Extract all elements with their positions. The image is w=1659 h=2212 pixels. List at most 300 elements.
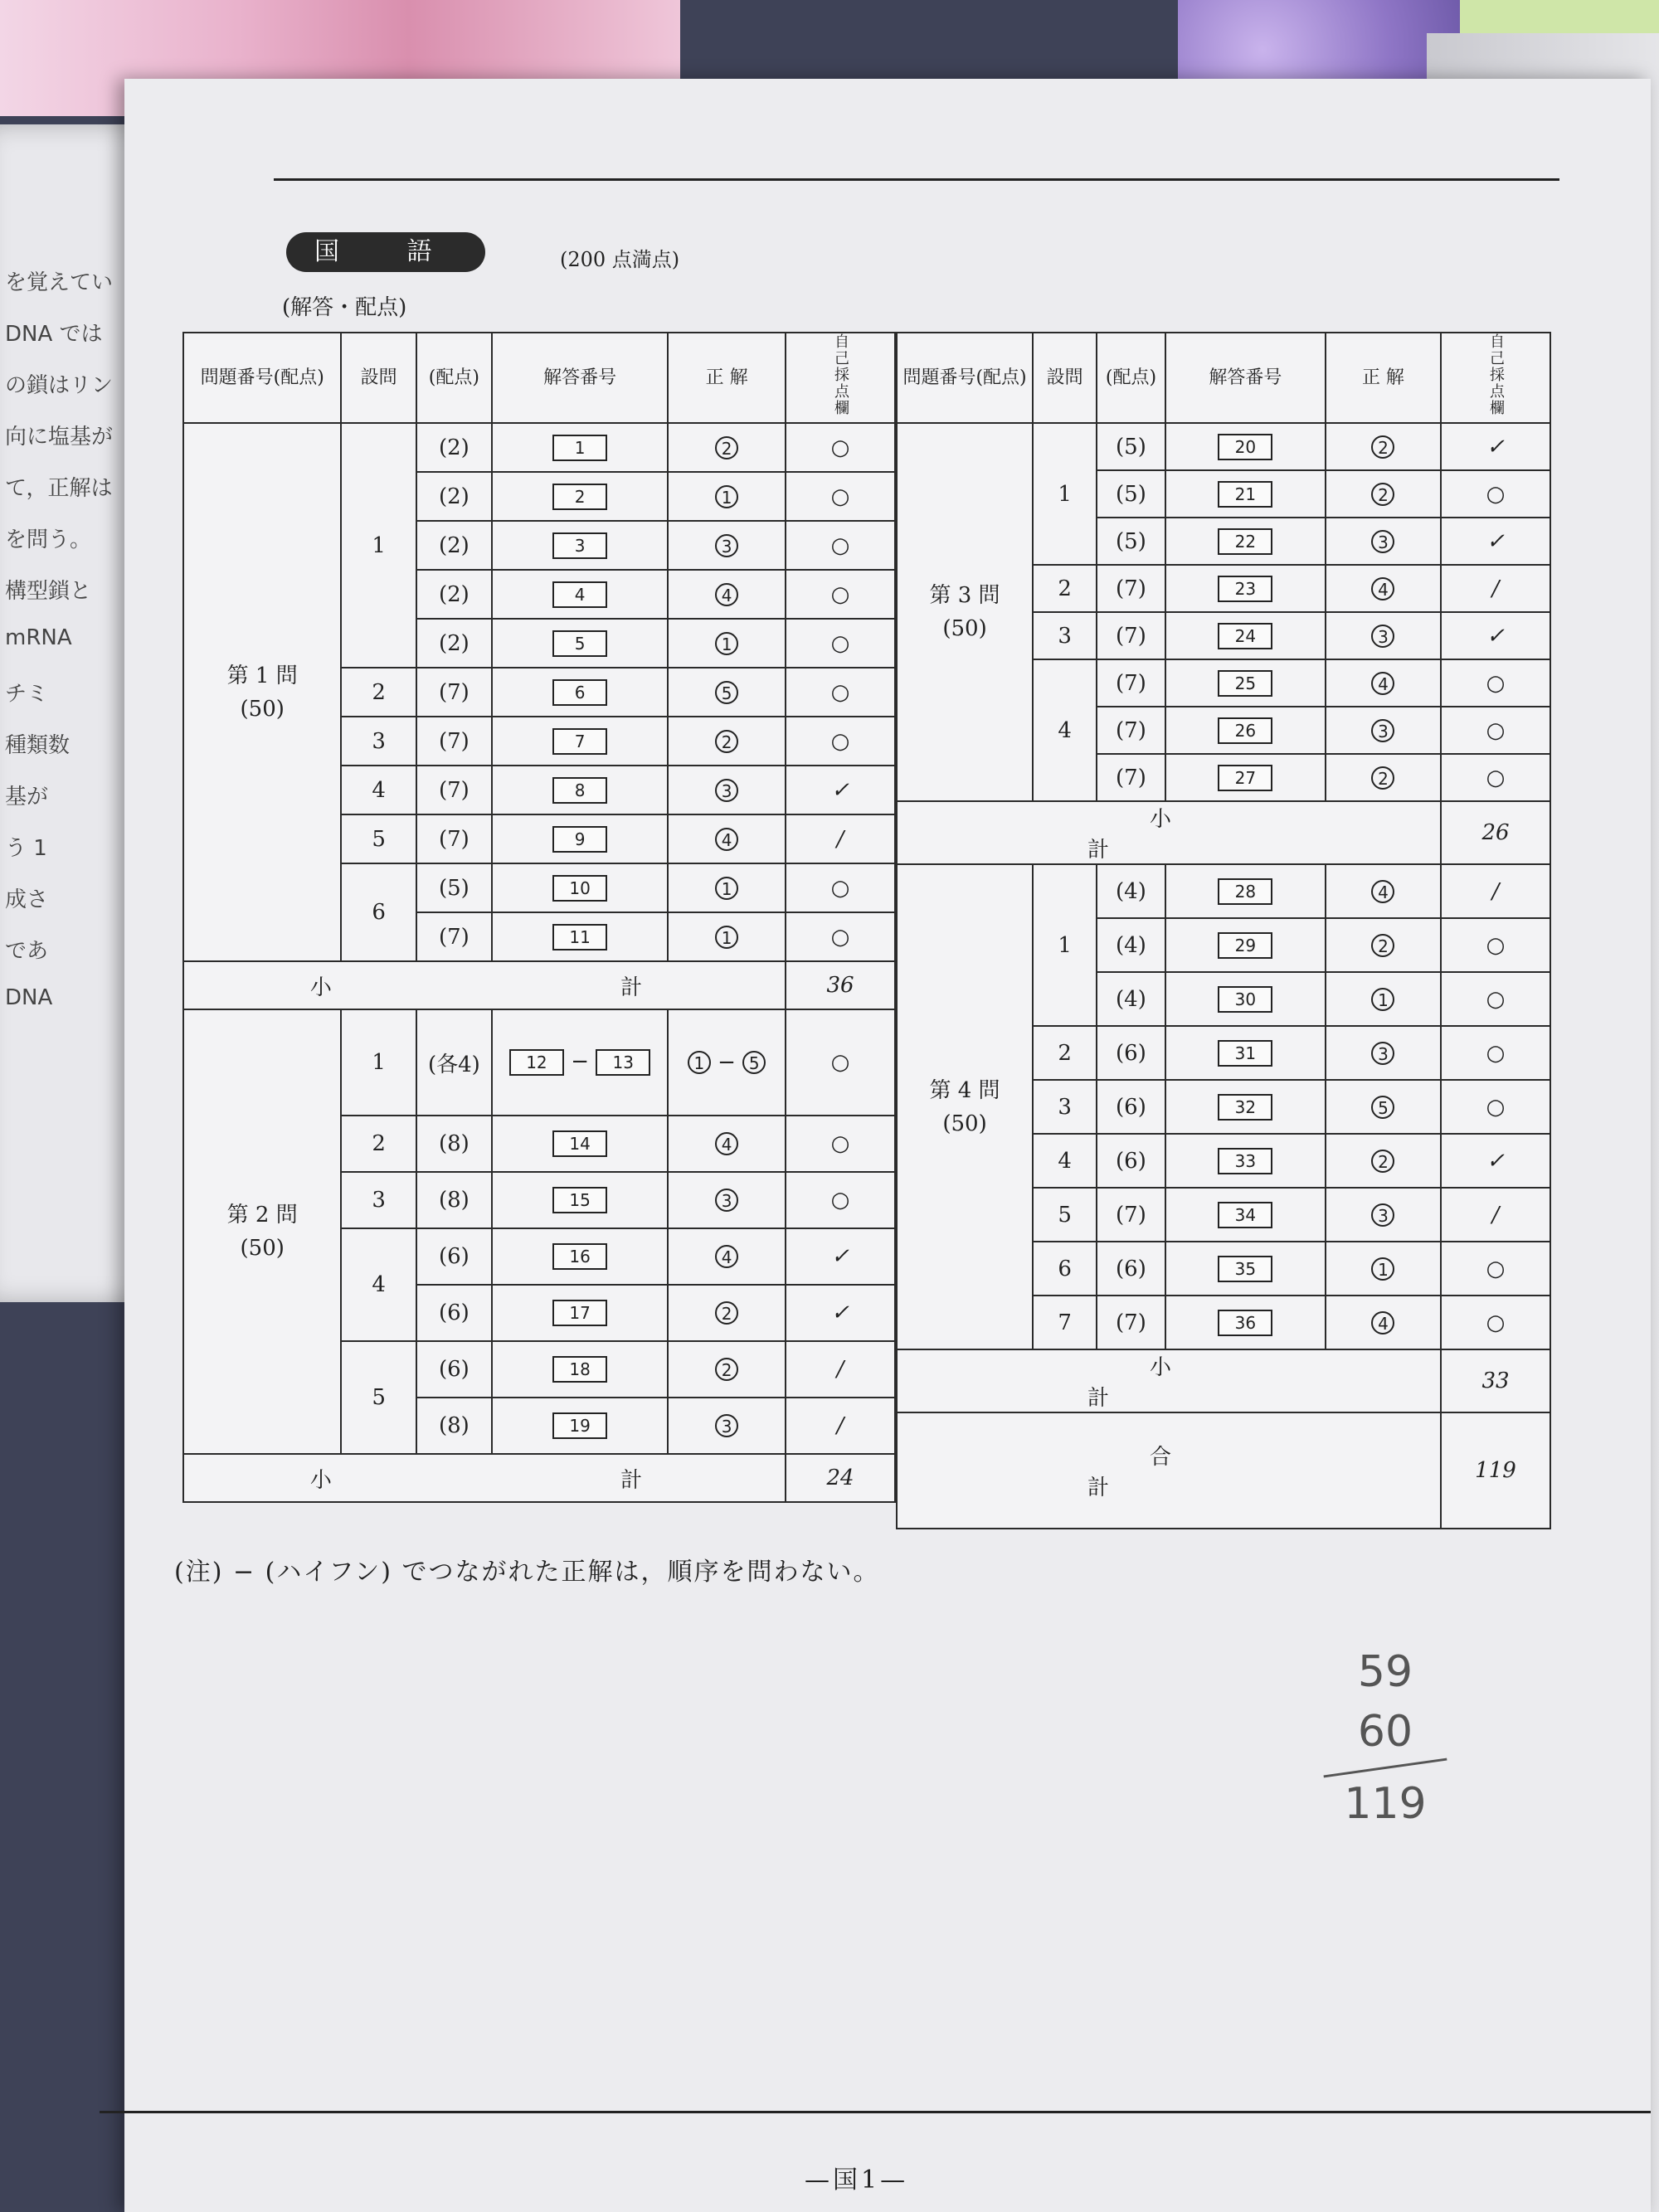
handwritten-sum (1302, 1642, 1468, 1834)
correct-answer-cell (668, 619, 786, 668)
self-score-mark: ○ (786, 1172, 895, 1228)
left-book-text-fragment: 構型鎖と (5, 579, 92, 604)
total-value: 119 (1441, 1412, 1550, 1529)
point-value: (各4) (416, 1009, 492, 1116)
correct-answer-circle: 5 (742, 1051, 766, 1074)
correct-answer-circle: 4 (1371, 672, 1394, 695)
self-score-mark: / (786, 1341, 895, 1398)
point-value: (2) (416, 521, 492, 570)
setsumon-number: 1 (341, 423, 416, 668)
left-book-text-fragment: であ (5, 939, 49, 964)
self-score-mark: ○ (786, 521, 895, 570)
answer-number-cell (492, 863, 668, 912)
self-score-mark: ○ (786, 1116, 895, 1172)
correct-answer-circle: 3 (715, 1414, 738, 1437)
left-book-text-fragment: の鎖はリン (5, 373, 114, 398)
answer-number-cell (492, 912, 668, 961)
answer-number-cell (492, 766, 668, 814)
correct-answer-cell (668, 1116, 786, 1172)
handwritten-sum-b: 60 (1357, 1707, 1413, 1757)
correct-answer-circle: 2 (715, 1358, 738, 1381)
col-answer-number: 解答番号 (1165, 333, 1326, 423)
answer-number-box: 17 (552, 1300, 607, 1326)
answer-number-cell (492, 570, 668, 619)
point-value: (7) (416, 766, 492, 814)
col-self-score: 自己採点欄 (1441, 333, 1550, 423)
answer-number-cell (1165, 1080, 1326, 1134)
left-book-text-fragment: を問う。 (5, 527, 92, 552)
setsumon-number: 2 (1033, 565, 1097, 612)
correct-answer-cell (668, 1398, 786, 1454)
answer-number-cell (492, 1398, 668, 1454)
question-label: 第 3 問 (929, 583, 1000, 608)
point-value: (7) (1097, 707, 1165, 754)
point-value: (7) (1097, 659, 1165, 707)
correct-answer-cell (1326, 612, 1441, 659)
answer-number-box: 32 (1218, 1094, 1272, 1121)
answer-sheet-paper (124, 79, 1651, 2212)
self-score-mark: ○ (1441, 470, 1550, 518)
correct-answer-cell (668, 570, 786, 619)
point-value: (7) (1097, 1188, 1165, 1242)
point-value: (7) (416, 668, 492, 717)
self-score-mark: ✓ (786, 1285, 895, 1341)
answer-number-cell (1165, 1188, 1326, 1242)
correct-answer-circle: 2 (1371, 766, 1394, 790)
point-value: (5) (1097, 423, 1165, 470)
subtotal-label: 小 計 (897, 801, 1441, 864)
col-correct: 正 解 (1326, 333, 1441, 423)
self-score-mark: ○ (786, 1009, 895, 1116)
setsumon-number: 4 (341, 766, 416, 814)
self-score-mark: ○ (786, 472, 895, 521)
point-value: (5) (1097, 470, 1165, 518)
setsumon-number: 3 (1033, 1080, 1097, 1134)
col-setsumon: 設問 (341, 333, 416, 423)
answer-number-cell (492, 619, 668, 668)
subtotal-label: 小 計 (897, 1349, 1441, 1412)
answer-number-cell (492, 668, 668, 717)
answer-number-cell (1165, 612, 1326, 659)
correct-answer-circle: 2 (715, 436, 738, 459)
question-label: 第 2 問 (226, 1203, 298, 1228)
point-value: (4) (1097, 918, 1165, 972)
answer-number-box: 21 (1218, 481, 1272, 508)
subtotal-label: 小 計 (183, 1454, 786, 1502)
setsumon-number: 2 (341, 1116, 416, 1172)
correct-answer-circle: 1 (715, 877, 738, 900)
question-label: 第 1 問 (226, 663, 298, 688)
left-book-text-fragment: を覚えてい (5, 270, 114, 295)
point-value: (2) (416, 570, 492, 619)
setsumon-number: 1 (1033, 864, 1097, 1026)
self-score-mark: ○ (1441, 1242, 1550, 1296)
answer-number-box: 28 (1218, 878, 1272, 905)
answer-number-box: 5 (552, 630, 607, 657)
question-points: (50) (942, 616, 987, 641)
correct-answer-circle: 3 (715, 1189, 738, 1212)
setsumon-number: 4 (1033, 659, 1097, 801)
answer-number-box: 11 (552, 924, 607, 950)
correct-answer-cell (668, 1341, 786, 1398)
correct-answer-circle: 3 (1371, 719, 1394, 742)
correct-answer-circle: 4 (1371, 577, 1394, 600)
answer-number-cell (492, 1341, 668, 1398)
answer-number-cell (1165, 470, 1326, 518)
answer-number-cell (1165, 518, 1326, 565)
answer-number-range: 12 − 13 (492, 1009, 668, 1116)
answer-number-box: 16 (552, 1243, 607, 1270)
point-value: (7) (1097, 565, 1165, 612)
full-marks-note: (200 点満点) (560, 248, 680, 271)
question-label-cell (183, 1009, 341, 1454)
answer-number-cell (492, 1172, 668, 1228)
correct-answer-cell (668, 1285, 786, 1341)
self-score-mark: / (1441, 1188, 1550, 1242)
answer-number-cell (1165, 972, 1326, 1026)
setsumon-number: 5 (1033, 1188, 1097, 1242)
point-value: (8) (416, 1116, 492, 1172)
question-points: (50) (240, 1236, 285, 1261)
correct-answer-circle: 2 (715, 730, 738, 753)
answer-number-cell (492, 521, 668, 570)
setsumon-number: 1 (341, 1009, 416, 1116)
correct-answer-circle: 2 (715, 1301, 738, 1325)
answer-number-box: 13 (596, 1049, 650, 1076)
self-score-mark: / (786, 814, 895, 863)
correct-answer-circle: 4 (1371, 1311, 1394, 1334)
correct-answer-cell (1326, 470, 1441, 518)
correct-answer-cell (1326, 1134, 1441, 1188)
subtotal-value: 24 (786, 1454, 895, 1502)
answer-number-cell (1165, 423, 1326, 470)
left-book-text-fragment: て，正解は (5, 476, 113, 501)
correct-answer-cell (668, 668, 786, 717)
self-score-mark: / (1441, 864, 1550, 918)
col-points: (配点) (416, 333, 492, 423)
point-value: (7) (1097, 1296, 1165, 1349)
self-score-mark: ○ (1441, 659, 1550, 707)
answer-number-cell (1165, 707, 1326, 754)
point-value: (8) (416, 1172, 492, 1228)
subtotal-label: 小 計 (183, 961, 786, 1009)
left-book-text-fragment: DNA では (5, 322, 103, 347)
correct-answer-circle: 2 (1371, 435, 1394, 459)
correct-answer-circle: 5 (715, 681, 738, 704)
answer-row (897, 864, 1550, 918)
answer-number-box: 1 (552, 435, 607, 461)
correct-answer-cell (1326, 518, 1441, 565)
correct-answer-circle: 3 (715, 779, 738, 802)
answer-number-box: 9 (552, 826, 607, 853)
total-label: 合 計 (897, 1412, 1441, 1529)
answer-row (183, 1009, 895, 1116)
answer-number-box: 25 (1218, 670, 1272, 697)
correct-answer-cell (1326, 565, 1441, 612)
score-table-left (182, 332, 896, 1503)
answer-number-box: 19 (552, 1412, 607, 1439)
answer-number-cell (1165, 918, 1326, 972)
answer-number-cell (492, 1285, 668, 1341)
top-rule (274, 178, 1559, 181)
subtotal-value: 36 (786, 961, 895, 1009)
correct-answer-circle: 1 (715, 632, 738, 655)
self-score-mark: ○ (1441, 707, 1550, 754)
answer-number-box: 7 (552, 728, 607, 755)
correct-answer-cell (1326, 707, 1441, 754)
setsumon-number: 2 (1033, 1026, 1097, 1080)
point-value: (6) (1097, 1080, 1165, 1134)
self-score-mark: ✓ (786, 1228, 895, 1285)
answer-number-cell (1165, 1134, 1326, 1188)
point-value: (7) (416, 717, 492, 766)
point-value: (6) (416, 1341, 492, 1398)
point-value: (4) (1097, 972, 1165, 1026)
self-score-mark: ✓ (1441, 518, 1550, 565)
correct-answer-cell (668, 766, 786, 814)
answer-number-box: 20 (1218, 434, 1272, 460)
subtotal-value: 26 (1441, 801, 1550, 864)
self-score-mark: ○ (786, 570, 895, 619)
answer-caption: (解答・配点) (282, 295, 407, 320)
setsumon-number: 5 (341, 1341, 416, 1454)
correct-answer-cell (1326, 754, 1441, 801)
answer-number-box: 30 (1218, 986, 1272, 1013)
subtotal-row (183, 961, 895, 1009)
left-book-text-fragment: 向に塩基が (5, 425, 114, 450)
handwritten-sum-total: 119 (1344, 1779, 1427, 1829)
correct-answer-cell (668, 912, 786, 961)
correct-answer-circle: 1 (1371, 988, 1394, 1011)
left-book-text-fragment: mRNA (5, 625, 72, 650)
answer-number-cell (492, 423, 668, 472)
self-score-mark: ○ (1441, 972, 1550, 1026)
question-label-cell (897, 864, 1033, 1349)
correct-answer-circle: 1 (715, 485, 738, 508)
correct-answer-range: 1 − 5 (668, 1009, 786, 1116)
self-score-mark: / (1441, 565, 1550, 612)
bottom-rule (100, 2111, 1651, 2113)
correct-answer-cell (1326, 918, 1441, 972)
correct-answer-cell (668, 863, 786, 912)
correct-answer-cell (1326, 1242, 1441, 1296)
correct-answer-cell (1326, 423, 1441, 470)
col-correct: 正 解 (668, 333, 786, 423)
setsumon-number: 4 (341, 1228, 416, 1341)
answer-number-box: 8 (552, 777, 607, 804)
correct-answer-circle: 3 (1371, 625, 1394, 648)
answer-number-box: 26 (1218, 717, 1272, 744)
self-score-mark: / (786, 1398, 895, 1454)
self-score-mark: ✓ (786, 766, 895, 814)
setsumon-number: 7 (1033, 1296, 1097, 1349)
self-score-mark: ○ (1441, 1026, 1550, 1080)
setsumon-number: 6 (1033, 1242, 1097, 1296)
self-score-mark: ○ (786, 912, 895, 961)
col-setsumon: 設問 (1033, 333, 1097, 423)
correct-answer-circle: 2 (1371, 483, 1394, 506)
question-points: (50) (240, 696, 285, 722)
page-number: —国1— (805, 2166, 909, 2195)
footnote: (注) − (ハイフン) でつながれた正解は，順序を問わない。 (174, 1558, 880, 1587)
question-label-cell (183, 423, 341, 961)
answer-number-cell (1165, 864, 1326, 918)
correct-answer-cell (668, 1172, 786, 1228)
answer-number-cell (1165, 659, 1326, 707)
question-label: 第 4 問 (929, 1077, 1000, 1103)
self-score-mark: ✓ (1441, 612, 1550, 659)
self-score-mark: ○ (1441, 1296, 1550, 1349)
answer-number-cell (492, 717, 668, 766)
point-value: (7) (416, 814, 492, 863)
correct-answer-circle: 3 (1371, 1203, 1394, 1227)
point-value: (6) (1097, 1134, 1165, 1188)
answer-number-cell (492, 472, 668, 521)
correct-answer-circle: 3 (1371, 1042, 1394, 1065)
correct-answer-cell (1326, 864, 1441, 918)
correct-answer-circle: 1 (688, 1051, 711, 1074)
total-row (897, 1412, 1550, 1529)
correct-answer-circle: 1 (715, 926, 738, 949)
answer-number-box: 10 (552, 875, 607, 902)
subtotal-row (897, 1349, 1550, 1412)
subtotal-row (183, 1454, 895, 1502)
correct-answer-circle: 2 (1371, 1150, 1394, 1173)
answer-number-box: 3 (552, 532, 607, 559)
correct-answer-circle: 2 (1371, 934, 1394, 957)
correct-answer-circle: 4 (715, 1132, 738, 1155)
self-score-mark: ○ (786, 863, 895, 912)
correct-answer-cell (1326, 1296, 1441, 1349)
left-book-text-fragment: う 1 (5, 836, 47, 861)
answer-number-box: 27 (1218, 765, 1272, 791)
setsumon-number: 3 (341, 1172, 416, 1228)
self-score-mark: ○ (1441, 918, 1550, 972)
point-value: (2) (416, 472, 492, 521)
setsumon-number: 3 (341, 717, 416, 766)
setsumon-number: 6 (341, 863, 416, 961)
self-score-mark: ○ (786, 717, 895, 766)
point-value: (6) (416, 1228, 492, 1285)
question-label-cell (897, 423, 1033, 801)
self-score-mark: ✓ (1441, 423, 1550, 470)
point-value: (4) (1097, 864, 1165, 918)
answer-number-box: 12 (509, 1049, 564, 1076)
correct-answer-cell (1326, 659, 1441, 707)
col-answer-number: 解答番号 (492, 333, 668, 423)
point-value: (2) (416, 423, 492, 472)
col-question-number: 問題番号(配点) (897, 333, 1033, 423)
correct-answer-cell (668, 814, 786, 863)
col-points: (配点) (1097, 333, 1165, 423)
correct-answer-cell (668, 423, 786, 472)
self-score-mark: ✓ (1441, 1134, 1550, 1188)
point-value: (7) (416, 912, 492, 961)
correct-answer-cell (668, 1228, 786, 1285)
answer-number-box: 35 (1218, 1256, 1272, 1282)
point-value: (8) (416, 1398, 492, 1454)
left-book-text-fragment: 成さ (5, 887, 49, 912)
answer-number-box: 34 (1218, 1202, 1272, 1228)
answer-number-cell (492, 814, 668, 863)
left-book-text-fragment: チミ (5, 682, 49, 707)
answer-number-box: 4 (552, 581, 607, 608)
point-value: (6) (1097, 1242, 1165, 1296)
answer-number-cell (1165, 1296, 1326, 1349)
subtotal-value: 33 (1441, 1349, 1550, 1412)
self-score-mark: ○ (786, 423, 895, 472)
col-self-score: 自己採点欄 (786, 333, 895, 423)
correct-answer-circle: 3 (715, 534, 738, 557)
answer-number-box: 29 (1218, 932, 1272, 959)
correct-answer-cell (668, 521, 786, 570)
answer-row (897, 423, 1550, 470)
answer-number-box: 2 (552, 484, 607, 510)
point-value: (5) (1097, 518, 1165, 565)
left-book-text-fragment: DNA (5, 985, 53, 1010)
col-question-number: 問題番号(配点) (183, 333, 341, 423)
subject-title: 国 語 (286, 232, 485, 272)
self-score-mark: ○ (786, 619, 895, 668)
self-score-mark: ○ (1441, 754, 1550, 801)
correct-answer-circle: 1 (1371, 1257, 1394, 1281)
answer-number-box: 14 (552, 1130, 607, 1157)
correct-answer-cell (1326, 1026, 1441, 1080)
correct-answer-circle: 4 (715, 1245, 738, 1268)
setsumon-number: 5 (341, 814, 416, 863)
handwritten-sum-a: 59 (1357, 1647, 1413, 1697)
correct-answer-cell (668, 472, 786, 521)
point-value: (7) (1097, 754, 1165, 801)
left-book-text-fragment: 種類数 (5, 733, 71, 758)
answer-row (183, 423, 895, 472)
answer-number-cell (1165, 565, 1326, 612)
score-table-right (896, 332, 1551, 1529)
answer-number-box: 36 (1218, 1310, 1272, 1336)
setsumon-number: 2 (341, 668, 416, 717)
answer-number-box: 33 (1218, 1148, 1272, 1174)
answer-number-box: 15 (552, 1187, 607, 1213)
correct-answer-circle: 4 (715, 583, 738, 606)
correct-answer-circle: 4 (715, 828, 738, 851)
correct-answer-cell (1326, 1188, 1441, 1242)
answer-number-box: 22 (1218, 528, 1272, 555)
point-value: (6) (416, 1285, 492, 1341)
answer-number-cell (1165, 1242, 1326, 1296)
setsumon-number: 3 (1033, 612, 1097, 659)
correct-answer-circle: 5 (1371, 1096, 1394, 1119)
correct-answer-circle: 4 (1371, 880, 1394, 903)
point-value: (6) (1097, 1026, 1165, 1080)
answer-number-box: 31 (1218, 1040, 1272, 1067)
answer-number-box: 24 (1218, 623, 1272, 649)
answer-number-cell (492, 1116, 668, 1172)
answer-number-cell (1165, 1026, 1326, 1080)
question-points: (50) (942, 1111, 987, 1136)
correct-answer-circle: 3 (1371, 530, 1394, 553)
correct-answer-cell (1326, 1080, 1441, 1134)
point-value: (2) (416, 619, 492, 668)
subtotal-row (897, 801, 1550, 864)
point-value: (7) (1097, 612, 1165, 659)
self-score-mark: ○ (786, 668, 895, 717)
point-value: (5) (416, 863, 492, 912)
setsumon-number: 4 (1033, 1134, 1097, 1188)
correct-answer-cell (668, 717, 786, 766)
answer-number-box: 6 (552, 679, 607, 706)
answer-number-cell (1165, 754, 1326, 801)
correct-answer-cell (1326, 972, 1441, 1026)
